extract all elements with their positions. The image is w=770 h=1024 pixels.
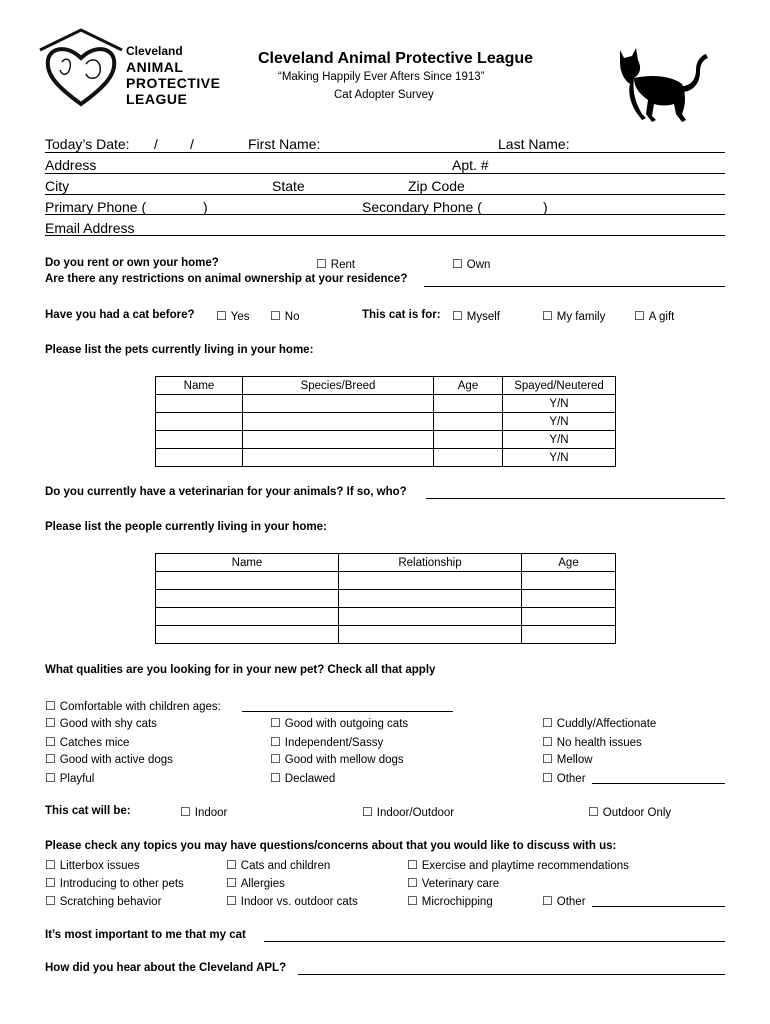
logo-line-3: PROTECTIVE [126,75,221,91]
children-checkbox[interactable]: ☐ [45,699,56,713]
person-name-cell[interactable] [156,590,339,608]
pets-header-row [156,377,616,395]
pet-spayed-cell[interactable]: Y/N [503,431,616,449]
topic-option[interactable] [226,876,285,890]
logo [36,26,221,112]
topic-checkbox[interactable]: ☐ [226,858,237,872]
people-prompt: Please list the people currently living in your home: [45,521,327,533]
quality-checkbox[interactable]: ☐ [542,771,553,785]
pet-spayed-cell[interactable]: Y/N [503,449,616,467]
cat-for-label: This cat is for: [362,309,441,321]
quality-checkbox[interactable]: ☐ [45,735,56,749]
email-line[interactable] [45,235,725,236]
quality-other-line[interactable] [592,783,725,784]
pet-age-cell[interactable] [434,395,503,413]
rent-label: Rent [330,259,356,271]
pet-name-cell[interactable] [156,449,243,467]
table-row [156,449,616,467]
page-title: Cleveland Animal Protective League [258,50,534,67]
restrictions-line[interactable] [424,286,725,287]
pet-spayed-cell[interactable]: Y/N [503,413,616,431]
pet-age-cell[interactable] [434,449,503,467]
topic-checkbox[interactable]: ☐ [407,894,418,908]
person-relationship-cell[interactable] [339,572,522,590]
outdoor-checkbox[interactable]: ☐ [588,805,599,819]
quality-option[interactable] [45,716,157,730]
important-question: It’s most important to me that my cat [45,929,246,941]
pet-name-cell[interactable] [156,431,243,449]
people-header-name: Name [156,554,339,572]
pets-header-spayed: Spayed/Neutered [503,377,616,395]
pet-spayed-cell[interactable]: Y/N [503,395,616,413]
pet-species-cell[interactable] [243,395,434,413]
table-row [156,572,616,590]
person-relationship-cell[interactable] [339,590,522,608]
quality-option[interactable] [542,771,586,785]
pets-header-species: Species/Breed [243,377,434,395]
quality-checkbox[interactable]: ☐ [270,752,281,766]
qualities-prompt: What qualities are you looking for in your new pet? Check all that apply [45,664,436,676]
family-label: My family [556,311,606,323]
person-name-cell[interactable] [156,626,339,644]
email-label: Email Address [45,220,135,236]
topic-checkbox[interactable]: ☐ [45,894,56,908]
quality-option[interactable] [542,716,656,730]
topic-label: Microchipping [421,896,493,908]
person-age-cell[interactable] [522,608,616,626]
topic-option[interactable] [407,858,629,872]
topic-option[interactable] [45,876,184,890]
quality-option[interactable] [45,752,173,766]
city-label: City [45,178,70,194]
children-ages-line[interactable] [242,711,453,712]
heart-house-logo-icon [36,26,126,112]
topic-label: Introducing to other pets [59,878,184,890]
topic-option[interactable] [407,894,493,908]
quality-checkbox[interactable]: ☐ [45,771,56,785]
own-option[interactable] [452,257,490,271]
secondary-phone-close: ) [543,199,548,215]
quality-checkbox[interactable]: ☐ [542,716,553,730]
person-age-cell[interactable] [522,572,616,590]
topic-label: Litterbox issues [59,860,140,872]
family-checkbox[interactable]: ☐ [542,309,553,323]
rent-own-question: Do you rent or own your home? [45,257,219,269]
family-option[interactable] [542,309,605,323]
outdoor-label: Outdoor Only [602,807,672,819]
phone-line[interactable] [45,214,725,215]
quality-label: Mellow [556,754,593,766]
pets-table [155,376,616,467]
indoor-outdoor-checkbox[interactable]: ☐ [362,805,373,819]
living-label: This cat will be: [45,805,131,817]
tagline: “Making Happily Ever Afters Since 1913” [278,71,485,83]
topic-label: Veterinary care [421,878,500,890]
quality-label: Independent/Sassy [284,737,384,749]
heard-question: How did you hear about the Cleveland APL? [45,962,287,974]
people-header-age: Age [522,554,616,572]
vet-question: Do you currently have a veterinarian for your animals? If so, who? [45,486,407,498]
indoor-outdoor-label: Indoor/Outdoor [376,807,455,819]
topic-option[interactable] [45,894,161,908]
topic-checkbox[interactable]: ☐ [407,858,418,872]
topic-label: Indoor vs. outdoor cats [240,896,358,908]
person-name-cell[interactable] [156,572,339,590]
quality-label: Other [556,773,586,785]
no-checkbox[interactable]: ☐ [270,309,281,323]
quality-option[interactable] [45,771,94,785]
quality-checkbox[interactable]: ☐ [542,735,553,749]
date-slash-1: / [154,136,158,152]
topic-checkbox[interactable]: ☐ [226,894,237,908]
address-line[interactable] [45,173,725,174]
children-ages-option[interactable] [45,699,221,713]
quality-label: Good with outgoing cats [284,718,409,730]
people-header-row [156,554,616,572]
pet-name-cell[interactable] [156,395,243,413]
table-row [156,626,616,644]
table-row [156,431,616,449]
date-slash-2: / [190,136,194,152]
indoor-checkbox[interactable]: ☐ [180,805,191,819]
quality-checkbox[interactable]: ☐ [45,752,56,766]
no-label: No [284,311,300,323]
logo-line-1: Cleveland [126,44,183,58]
quality-option[interactable] [270,716,408,730]
pets-header-name: Name [156,377,243,395]
quality-label: Good with shy cats [59,718,157,730]
own-checkbox[interactable]: ☐ [452,257,463,271]
logo-line-4: LEAGUE [126,91,188,107]
quality-option[interactable] [542,752,593,766]
myself-checkbox[interactable]: ☐ [452,309,463,323]
outdoor-option[interactable] [588,805,671,819]
todays-date-label: Today’s Date: [45,136,130,152]
person-relationship-cell[interactable] [339,626,522,644]
topic-other-label: Other [556,896,586,908]
zip-label: Zip Code [408,178,465,194]
heard-line[interactable] [298,974,725,975]
quality-option[interactable] [542,735,642,749]
person-age-cell[interactable] [522,626,616,644]
page-subtitle: Cat Adopter Survey [334,89,434,101]
quality-checkbox[interactable]: ☐ [45,716,56,730]
topic-other-line[interactable] [592,906,725,907]
table-row [156,590,616,608]
quality-option[interactable] [45,735,129,749]
address-label: Address [45,157,97,173]
cat-silhouette-icon [612,44,712,124]
quality-label: Declawed [284,773,336,785]
myself-option[interactable] [452,309,500,323]
topic-option[interactable] [226,894,358,908]
topic-label: Allergies [240,878,285,890]
person-relationship-cell[interactable] [339,608,522,626]
quality-label: Cuddly/Affectionate [556,718,657,730]
date-name-line[interactable] [45,152,725,153]
pet-species-cell[interactable] [243,413,434,431]
rent-option[interactable] [316,257,355,271]
topic-option[interactable] [407,876,499,890]
topic-checkbox[interactable]: ☐ [407,876,418,890]
quality-option[interactable] [270,752,404,766]
topic-label: Scratching behavior [59,896,162,908]
people-table [155,553,616,644]
vet-line[interactable] [426,498,725,499]
topic-checkbox[interactable]: ☐ [45,858,56,872]
cat-before-yes-option[interactable] [216,309,250,323]
pet-species-cell[interactable] [243,449,434,467]
own-label: Own [466,259,491,271]
topics-prompt: Please check any topics you may have questions/concerns about that you would like to discuss with us: [45,840,617,852]
topic-option[interactable] [226,858,330,872]
pet-name-cell[interactable] [156,413,243,431]
topic-checkbox[interactable]: ☐ [226,876,237,890]
indoor-outdoor-option[interactable] [362,805,454,819]
pets-header-age: Age [434,377,503,395]
pets-prompt: Please list the pets currently living in your home: [45,344,314,356]
quality-label: Good with mellow dogs [284,754,404,766]
people-header-relationship: Relationship [339,554,522,572]
topic-label: Cats and children [240,860,331,872]
cat-before-question: Have you had a cat before? [45,309,195,321]
person-name-cell[interactable] [156,608,339,626]
secondary-phone-label: Secondary Phone ( [362,199,482,215]
primary-phone-close: ) [203,199,208,215]
quality-checkbox[interactable]: ☐ [270,771,281,785]
quality-label: Catches mice [59,737,130,749]
gift-label: A gift [648,311,675,323]
restrictions-question: Are there any restrictions on animal ownership at your residence? [45,273,408,285]
pet-age-cell[interactable] [434,431,503,449]
last-name-label: Last Name: [498,136,570,152]
yes-label: Yes [230,311,250,323]
apt-label: Apt. # [452,157,489,173]
cat-before-no-option[interactable] [270,309,299,323]
quality-label: Good with active dogs [59,754,173,766]
first-name-label: First Name: [248,136,321,152]
rent-checkbox[interactable]: ☐ [316,257,327,271]
quality-checkbox[interactable]: ☐ [270,716,281,730]
quality-checkbox[interactable]: ☐ [270,735,281,749]
logo-line-2: ANIMAL [126,59,184,75]
state-label: State [272,178,305,194]
gift-option[interactable] [634,309,674,323]
quality-checkbox[interactable]: ☐ [542,752,553,766]
gift-checkbox[interactable]: ☐ [634,309,645,323]
table-row [156,608,616,626]
indoor-option[interactable] [180,805,227,819]
table-row [156,395,616,413]
yes-checkbox[interactable]: ☐ [216,309,227,323]
topic-option[interactable] [45,858,140,872]
topic-label: Exercise and playtime recommendations [421,860,629,872]
table-row [156,413,616,431]
quality-option[interactable] [270,771,335,785]
primary-phone-label: Primary Phone ( [45,199,147,215]
person-age-cell[interactable] [522,590,616,608]
topic-other-option[interactable] [542,894,586,908]
topic-checkbox[interactable]: ☐ [45,876,56,890]
city-line[interactable] [45,194,725,195]
myself-label: Myself [466,311,500,323]
important-line[interactable] [264,941,725,942]
pet-species-cell[interactable] [243,431,434,449]
quality-label: Playful [59,773,95,785]
indoor-label: Indoor [194,807,228,819]
pet-age-cell[interactable] [434,413,503,431]
topic-other-checkbox[interactable]: ☐ [542,894,553,908]
quality-option[interactable] [270,735,383,749]
children-label: Comfortable with children ages: [59,701,221,713]
quality-label: No health issues [556,737,642,749]
